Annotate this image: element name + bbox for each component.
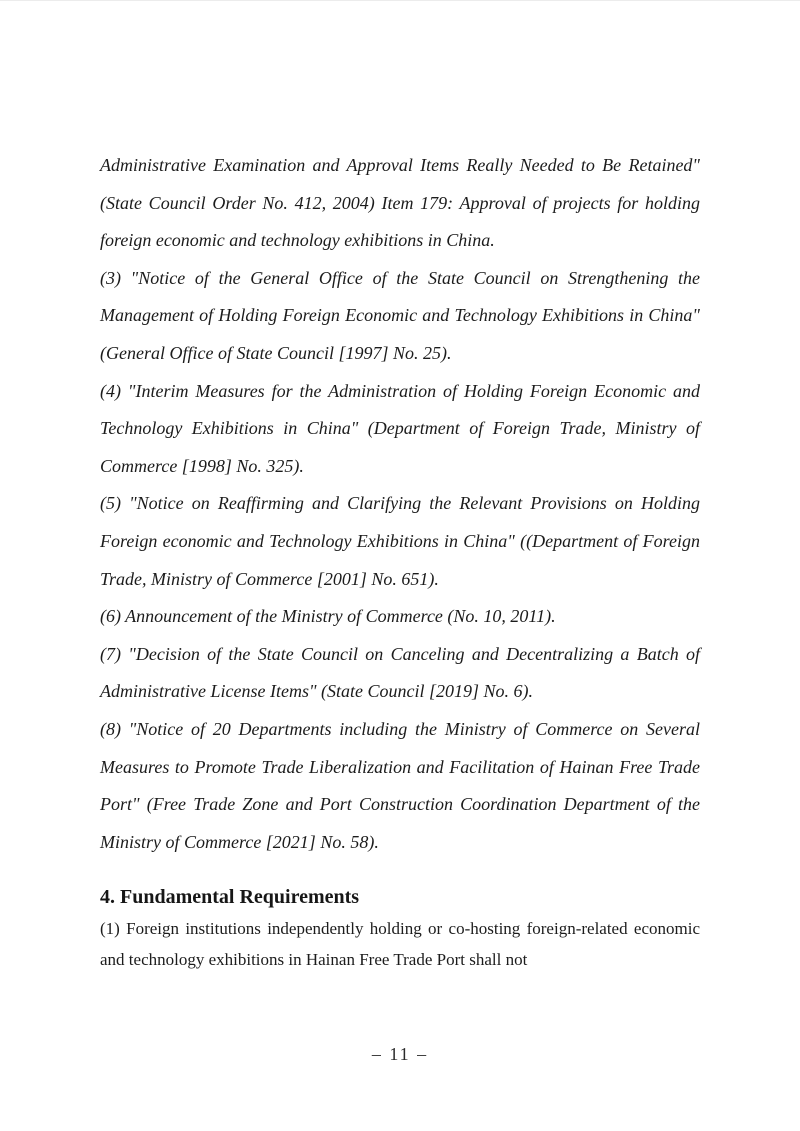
page-number: – 11 – [371, 1044, 429, 1064]
reference-paragraph-4: (4) "Interim Measures for the Administration of Holding Foreign Economic and Technology Exhibitions in China" (Department of Foreign Trade, Ministry of Commerce [1998] No. 325). [100, 380, 700, 476]
reference-paragraph-5: (5) "Notice on Reaffirming and Clarifying the Relevant Provisions on Holding Foreign economic and Technology Exhibitions in China" ((Department of Foreign Trade, Ministry of Commerce [2001] No. 651). [100, 493, 700, 589]
reference-paragraph-3: (3) "Notice of the General Office of the State Council on Strengthening the Management of Holding Foreign Economic and Technology Exhibitions in China" (General Office of State Council [1997] No. 25). [100, 267, 700, 363]
reference-paragraph-7: (7) "Decision of the State Council on Canceling and Decentralizing a Batch of Administrative License Items" (State Council [2019] No. 6). [100, 643, 700, 702]
reference-paragraph-6: (6) Announcement of the Ministry of Commerce (No. 10, 2011). [100, 606, 556, 627]
section-heading: 4. Fundamental Requirements [100, 886, 360, 909]
reference-paragraph-8: (8) "Notice of 20 Departments including the Ministry of Commerce on Several Measures to Promote Trade Liberalization and Facilitation of Hainan Free Trade Port" (Free Trade Zone and Port Construction Coordination Department of the Ministry of Commerce [2021] No. 58). [100, 718, 700, 852]
reference-paragraph-continued: Administrative Examination and Approval Items Really Needed to Be Retained" (State Council Order No. 412, 2004) Item 179: Approval of projects for holding foreign economic and technology exhibitions in China. [100, 155, 700, 251]
document-content [100, 147, 700, 975]
body-paragraph-1: (1) Foreign institutions independently holding or co-hosting foreign-related economic and technology exhibitions in Hainan Free Trade Port shall not [100, 919, 700, 969]
